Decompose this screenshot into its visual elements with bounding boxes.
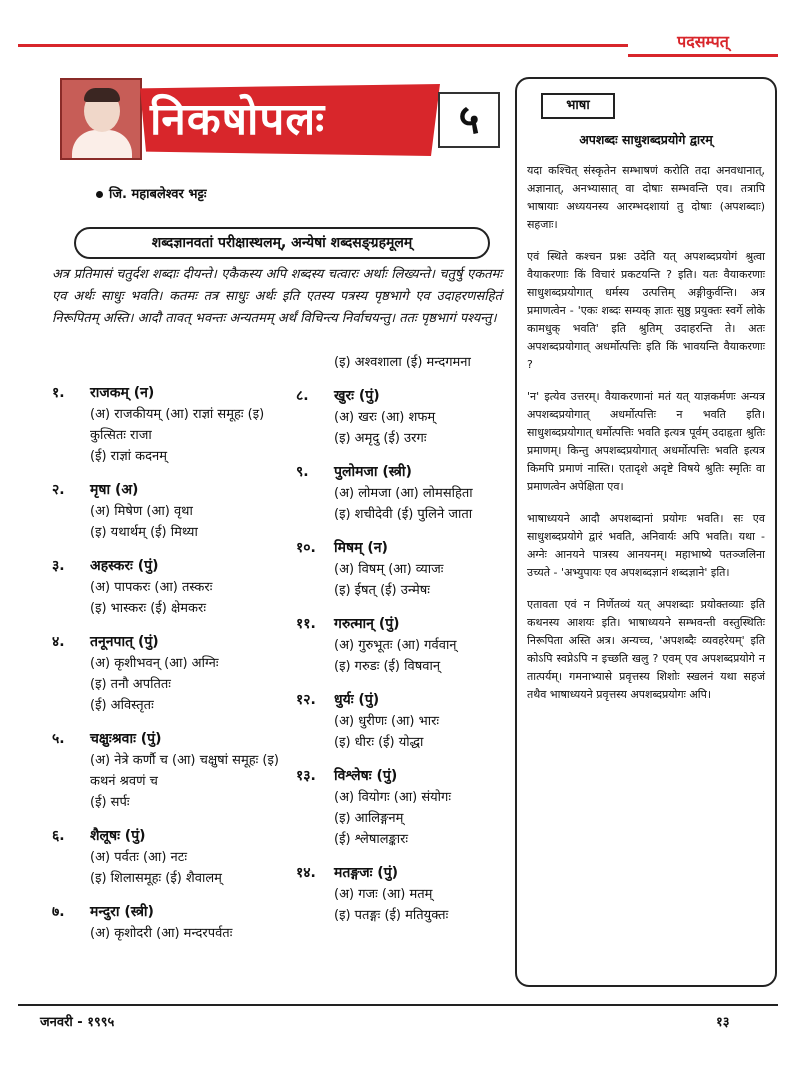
question-item xyxy=(296,689,508,753)
answer-options: (अ) पर्वतः (आ) नटः xyxy=(90,850,187,865)
question-word xyxy=(296,385,508,407)
answer-options: (अ) राजकीयम् (आ) राज्ञां समूहः (इ) कुत्सितः राजा xyxy=(90,407,265,443)
question-number: ४. xyxy=(52,634,65,650)
author-line xyxy=(96,184,206,202)
question-word xyxy=(296,689,508,711)
sidebar-paragraph: यदा कश्चित् संस्कृतेन सम्भाषणं करोति तदा अनवधानात्, अज्ञानात्, अनभ्यासात् वा दोषाः सम्भवन्ति एव। तत्रापि भाषायाः अध्ययनस्य आरम्भदशायां तु दोषाः (अपशब्दाः) सहजाः। xyxy=(527,164,765,231)
question-number: १२. xyxy=(296,692,316,708)
questions-left-column xyxy=(52,382,292,956)
answer-options: (अ) विषम् (आ) व्याजः xyxy=(334,562,444,577)
question-item xyxy=(296,613,508,677)
answer-options: (इ) अश्वशाला (ई) मन्दगमना xyxy=(334,355,471,370)
answer-options: (अ) वियोगः (आ) संयोगः xyxy=(334,790,451,805)
question-item xyxy=(52,825,292,889)
author-photo xyxy=(60,78,142,160)
question-term: धुर्यः (पुं) xyxy=(334,692,380,708)
sidebar-paragraph: 'न' इत्येव उत्तरम्। वैयाकरणानां मतं यत् याज्ञकर्मणः अन्यत्र अपशब्दप्रयोगात् अधर्मोत्पत्तिः न भवति इति। साधुशब्दप्रयोगात् धर्मोत्पत्तिः भवति इत्यत्र पूर्वम् उदाहृता श्रुतिः प्रमाणम्। किन्तु अपशब्दप्रयोगात् अधर्मोत्पत्तिः भवति इत्यत्र किमपि प्रमाणं नास्ति। एतादृशे अदृष्टे विषये श्रुतिः स्मृतिः वा प्रमाणत्वेन अपेक्षिता एव। xyxy=(527,390,765,493)
question-number: ९. xyxy=(296,464,309,480)
sidebar-title: भाषा xyxy=(541,93,615,119)
answer-options: (अ) कृशोदरी (आ) मन्दरपर्वतः xyxy=(90,926,233,941)
questions-right-column xyxy=(296,352,508,938)
question-item xyxy=(52,479,292,543)
question-term: खुरः (पुं) xyxy=(334,388,380,404)
question-term: मन्दुरा (स्त्री) xyxy=(90,904,154,920)
question-term: राजकम् (न) xyxy=(90,385,155,401)
sidebar-paragraph: एतावता एवं न निर्णेतव्यं यत् अपशब्दाः प्रयोक्तव्याः इति कथनस्य आशयः इति। भाषाध्ययने सम्भवन्ती वस्तुस्थितिः निरूपिता अस्ति अत्र। अन्यच्च, 'अपशब्दैः व्यवहरेयम्' इति कोऽपि स्वप्नेऽपि न इच्छति खलु ? एवम् एव अपशब्दप्रयोगे न तात्पर्यम्। गमनाभ्यासे प्रवृत्तस्य शिशोः स्खलनं यथा सहजं तथैव भाषाध्ययने प्रवृत्तस्य अपशब्दप्रयोगः अपि। xyxy=(527,598,765,701)
question-term: गरुत्मान् (पुं) xyxy=(334,616,400,632)
answer-options: (इ) यथार्थम् (ई) मिथ्या xyxy=(90,525,198,540)
sidebar-paragraph: एवं स्थिते कश्चन प्रश्नः उदेति यत् अपशब्दप्रयोगं श्रुत्वा वैयाकरणाः किं विचारं प्रकटयन्ति ? इति। यतः वैयाकरणाः साधुशब्दप्रयोगात् धर्मस्य उत्पत्तिम् अङ्गीकुर्वन्ति। अत्र प्रमाणत्वेन - 'एकः शब्दः सम्यक् ज्ञातः सुष्ठु प्रयुक्तः स्वर्गे लोके कामधुक् भवति' इति श्रुतिम् उदाहरन्ति ते। अतः अपशब्दप्रयोगात् अधर्मोत्पत्तिः इति किं भावयन्ति वैयाकरणाः ? xyxy=(527,250,765,371)
question-word xyxy=(52,825,292,847)
question-number: ५. xyxy=(52,731,65,747)
question-word xyxy=(52,555,292,577)
answer-options: (अ) लोमजा (आ) लोमसहिता xyxy=(334,486,473,501)
answer-options: (इ) पतङ्गः (ई) मतियुक्तः xyxy=(334,908,449,923)
answer-options: (अ) नेत्रे कर्णौ च (आ) चक्षुषां समूहः (इ) कथनं श्रवणं च xyxy=(90,753,279,789)
answer-options: (इ) आलिङ्गनम् xyxy=(334,811,404,826)
question-number: १०. xyxy=(296,540,316,556)
section-tag: पदसम्पत् xyxy=(628,30,778,57)
question-word xyxy=(52,382,292,404)
header-rule xyxy=(18,44,628,47)
question-item xyxy=(296,537,508,601)
question-number: ११. xyxy=(296,616,316,632)
question-term: शैलूषः (पुं) xyxy=(90,828,146,844)
question-item xyxy=(52,555,292,619)
question-term: चक्षुःश्रवाः (पुं) xyxy=(90,731,162,747)
answer-options: (इ) ईषत् (ई) उन्मेषः xyxy=(334,583,430,598)
question-term: मतङ्गजः (पुं) xyxy=(334,865,399,881)
question-number: ८. xyxy=(296,388,309,404)
question-word xyxy=(52,901,292,923)
answer-options: (अ) गुरुभूतः (आ) गर्ववान् xyxy=(334,638,457,653)
answer-options: (इ) धीरः (ई) योद्धा xyxy=(334,735,424,750)
question-term: मृषा (अ) xyxy=(90,482,139,498)
answer-options: (इ) अमृदु (ई) उरगः xyxy=(334,431,427,446)
question-item xyxy=(296,862,508,926)
issue-date: जनवरी - १९९५ xyxy=(40,1015,115,1030)
answer-options: (ई) राज्ञां कदनम् xyxy=(90,449,168,464)
question-number: ३. xyxy=(52,558,65,574)
question-item xyxy=(296,352,508,373)
answer-options: (अ) मिषेण (आ) वृथा xyxy=(90,504,193,519)
answer-options: (ई) श्लेषालङ्कारः xyxy=(334,832,409,847)
question-number: २. xyxy=(52,482,65,498)
question-item xyxy=(52,901,292,944)
answer-options: (इ) तनौ अपतितः xyxy=(90,677,171,692)
answer-options: (अ) कृशीभवन् (आ) अग्निः xyxy=(90,656,219,671)
answer-options: (ई) सर्पः xyxy=(90,795,130,810)
question-number: १४. xyxy=(296,865,316,881)
answer-options: (अ) पापकरः (आ) तस्करः xyxy=(90,580,213,595)
bullet-icon xyxy=(96,191,103,198)
answer-options: (इ) शिलासमूहः (ई) शैवालम् xyxy=(90,871,222,886)
question-number: १३. xyxy=(296,768,316,784)
question-word xyxy=(296,613,508,635)
sidebar-subtitle: अपशब्दः साधुशब्दप्रयोगे द्वारम् xyxy=(579,132,713,147)
page-number: १३ xyxy=(716,1015,730,1030)
answer-options: (इ) गरुडः (ई) विषवान् xyxy=(334,659,441,674)
language-sidebar xyxy=(515,77,777,987)
issue-number: ५ xyxy=(438,92,500,148)
question-word xyxy=(52,479,292,501)
question-term: पुलोमजा (स्त्री) xyxy=(334,464,412,480)
question-number: १. xyxy=(52,385,65,401)
author-name: जि. महाबलेश्वर भट्टः xyxy=(109,187,207,202)
question-item xyxy=(52,631,292,716)
intro-text: अत्र प्रतिमासं चतुर्दश शब्दाः दीयन्ते। एकैकस्य अपि शब्दस्य चत्वारः अर्थाः लिख्यन्ते। चतुर्षु एकतमः एव अर्थः साधुः भवति। कतमः तत्र साधुः अर्थः इति एतस्य पत्रस्य पृष्ठभागे एव उदाहरणसहितं निरूपितम् अस्ति। आदौ तावत् भवन्तः अन्यतमम् अर्थं विचिन्त्य निर्वाचयन्तु। ततः पृष्ठभागं पश्यन्तु। xyxy=(52,267,502,326)
question-term: विश्लेषः (पुं) xyxy=(334,768,398,784)
sidebar-paragraph: भाषाध्ययने आदौ अपशब्दानां प्रयोगः भवति। सः एव साधुशब्दप्रयोगे द्वारं भवति, अनिवार्यः अपि भवति। यथा - अग्नेः आनयने पात्रस्य आनयनम्। महाभाष्ये पतञ्जलिना उच्यते - 'अभ्युपायः एव अपशब्दज्ञानं शब्दज्ञाने' इति। xyxy=(527,512,765,579)
answer-options: (अ) धुरीणः (आ) भारः xyxy=(334,714,440,729)
question-item xyxy=(52,382,292,467)
answer-options: (ई) अविस्तृतः xyxy=(90,698,154,713)
question-word xyxy=(296,537,508,559)
question-word xyxy=(296,765,508,787)
question-word xyxy=(52,728,292,750)
question-word xyxy=(296,862,508,884)
footer-rule xyxy=(18,1004,778,1006)
section-heading: शब्दज्ञानवतां परीक्षास्थलम्, अन्येषां शब्दसङ्ग्रहमूलम् xyxy=(74,227,490,259)
question-item xyxy=(52,728,292,813)
question-number: ६. xyxy=(52,828,65,844)
question-item xyxy=(296,385,508,449)
question-item xyxy=(296,461,508,525)
answer-options: (इ) भास्करः (ई) क्षेमकरः xyxy=(90,601,206,616)
page-title: निकषोपलः xyxy=(150,94,326,145)
question-term: तनूनपात् (पुं) xyxy=(90,634,159,650)
question-item xyxy=(296,765,508,850)
answer-options: (अ) गजः (आ) मतम् xyxy=(334,887,433,902)
question-number: ७. xyxy=(52,904,65,920)
question-term: मिषम् (न) xyxy=(334,540,388,556)
answer-options: (इ) शचीदेवी (ई) पुलिने जाता xyxy=(334,507,473,522)
question-word xyxy=(52,631,292,653)
answer-options: (अ) खरः (आ) शफम् xyxy=(334,410,436,425)
question-word xyxy=(296,461,508,483)
question-term: अहस्करः (पुं) xyxy=(90,558,159,574)
